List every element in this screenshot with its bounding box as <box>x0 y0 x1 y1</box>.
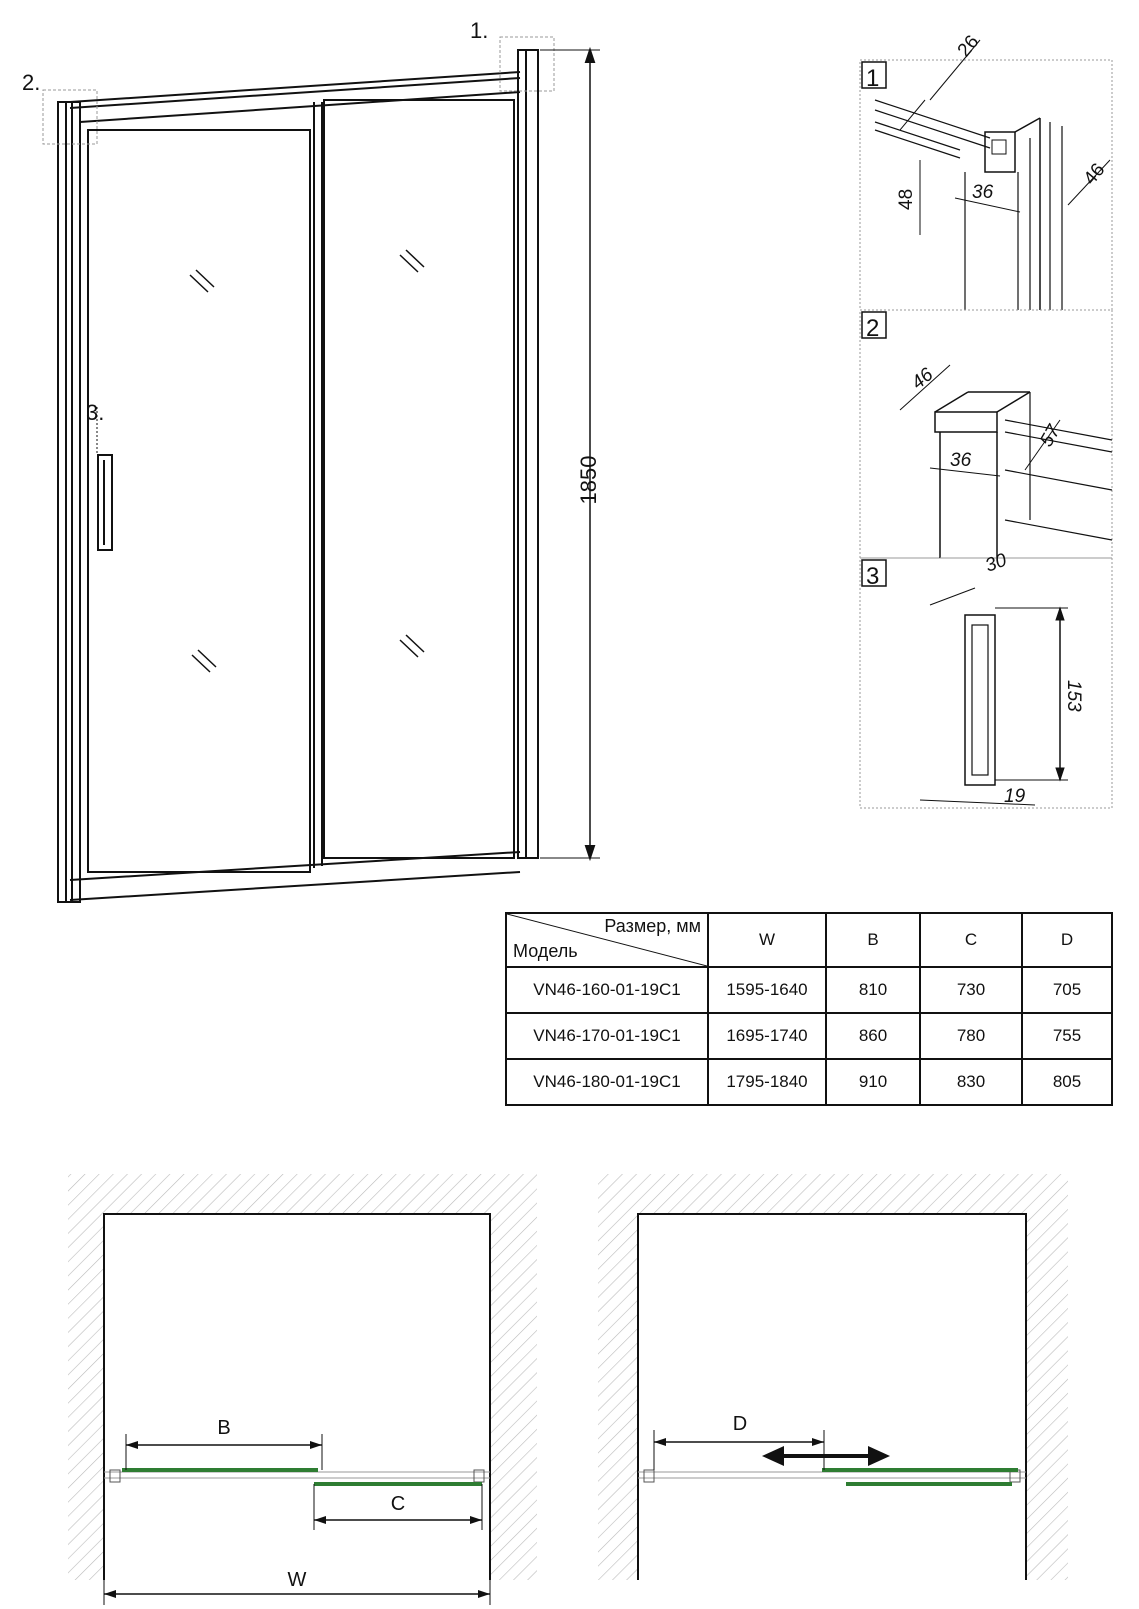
detail-1-dim-48: 48 <box>896 188 917 210</box>
cell-model: VN46-170-01-19C1 <box>506 1013 708 1059</box>
table-row <box>506 967 1112 1013</box>
detail-3-dim-19: 19 <box>1004 786 1026 807</box>
detail-1-dim-46: 46 <box>1079 159 1110 190</box>
detail-3-dim-30: 30 <box>982 549 1010 577</box>
plan-view-right <box>598 1174 1068 1580</box>
col-header-D: D <box>1022 913 1112 967</box>
callout-3-label: 3. <box>86 400 105 425</box>
cell-C: 830 <box>920 1059 1022 1105</box>
cell-D: 705 <box>1022 967 1112 1013</box>
col-header-C: C <box>920 913 1022 967</box>
right-wall-profile <box>518 50 538 858</box>
fixed-glass-panel <box>88 130 310 872</box>
detail-3-number: 3 <box>866 563 880 590</box>
callout-1-label: 1. <box>470 18 489 43</box>
cell-B: 810 <box>826 967 920 1013</box>
label-B: B <box>217 1417 231 1439</box>
header-size-label: Размер, мм <box>604 916 701 936</box>
table-header-row <box>506 913 1112 967</box>
detail-2-dim-46: 46 <box>907 364 938 394</box>
col-header-B: B <box>826 913 920 967</box>
table-header-model <box>506 913 708 967</box>
handle-detail <box>965 615 995 785</box>
detail-1 <box>860 40 1112 310</box>
detail-2-dim-57: 57 <box>1036 421 1065 451</box>
detail-3-dim-153: 153 <box>1063 680 1084 712</box>
detail-2-number: 2 <box>866 315 880 342</box>
label-C: C <box>390 1493 406 1515</box>
col-header-W: W <box>708 913 826 967</box>
detail-1-number: 1 <box>866 65 880 92</box>
label-W: W <box>287 1569 307 1591</box>
cell-C: 780 <box>920 1013 1022 1059</box>
glass-reflection-marks <box>190 250 424 672</box>
cell-model: VN46-160-01-19C1 <box>506 967 708 1013</box>
callout-2-label: 2. <box>22 70 41 95</box>
table-row <box>506 1013 1112 1059</box>
height-dimension-label: 1850 <box>576 455 601 505</box>
spec-table <box>505 912 1113 1106</box>
label-D: D <box>732 1413 748 1435</box>
cell-B: 910 <box>826 1059 920 1105</box>
table-row <box>506 1059 1112 1105</box>
detail-2 <box>860 310 1112 558</box>
detail-1-dim-26: 26 <box>953 31 984 62</box>
cell-model: VN46-180-01-19C1 <box>506 1059 708 1105</box>
cell-W: 1595-1640 <box>708 967 826 1013</box>
sliding-glass-panel <box>324 100 514 858</box>
cell-B: 860 <box>826 1013 920 1059</box>
header-model-label: Модель <box>513 941 578 961</box>
cell-W: 1795-1840 <box>708 1059 826 1105</box>
door-elevation <box>43 37 600 902</box>
detail-1-dim-36: 36 <box>972 182 994 203</box>
cell-W: 1695-1740 <box>708 1013 826 1059</box>
cell-D: 755 <box>1022 1013 1112 1059</box>
detail-2-dim-36: 36 <box>950 450 972 471</box>
left-wall-profile <box>58 102 80 902</box>
cell-C: 730 <box>920 967 1022 1013</box>
cell-D: 805 <box>1022 1059 1112 1105</box>
plan-view-left <box>68 1174 537 1605</box>
